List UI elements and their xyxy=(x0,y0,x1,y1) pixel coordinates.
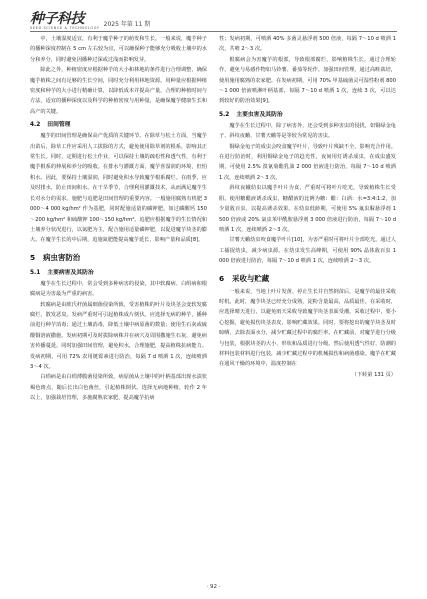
journal-logo xyxy=(30,12,100,31)
paragraph: 魔芋在生长过程中，除了病害外，还会受到多种害虫的侵扰，如铜绿金龟子、斜纹夜蛾、甘薯天蛾等是等较为常见的害虫。 xyxy=(219,122,396,140)
section-title: 田间管理 xyxy=(47,122,71,129)
paragraph: 白绢病是由白绢薄膜菌侵染所致，病原菌从土壤中的叶柄基部出现水渍状褐色斑点，随后长出白色菌丝，引起植株倒伏。选择无病地种植，轮作 2 年以上，加强栽培管理，多施腐熟农家肥，提高魔芋抗病 xyxy=(30,374,207,402)
section-heading-5 xyxy=(30,250,207,265)
section-number: 5.2 xyxy=(219,111,230,118)
paragraph: 魔芋的田间管理是确保高产优质的关键环节。在除草与松土方面，当魔芋出苗后，除草工作应采用人工拔除的方式，避免使用除草剂的根系，影响其正常生长。同时，定期进行松土作业，可以保持土壤的疏松性和透气性，有利于魔芋根系的伸展和养分的吸收。在排水与灌溉方面，魔芋喜湿润的环境，但怕积水。因此，要保持土壤湿润，同时避免积水导致魔芋根系腐烂。在雨季，应及时排水，防止田间积水。在干旱季节，合理利用灌溉技术，从而满足魔芋生长对水分的需求。施肥与追肥是田间管理的重要内容。一般施用腐熟有机肥 3 000～4 000 kg/hm² 作为基肥，同时配施适量的磷钾肥。如过磷酸钙 150～200 kg/hm² 和硫酸钾 100～150 kg/hm²。追肥应根据魔芋的生长情况和土壤养分状况进行，以氮肥为主，配合施用适量磷钾肥，以促进魔芋块茎的膨大。在魔芋生长的中后期，追施氮肥能提高魔芋延长，影响产量和品质[8]。 xyxy=(30,133,207,244)
section-number: 5.1 xyxy=(30,269,41,276)
paragraph: 性；发病初期，可喷洒 40% 多菌灵悬浮剂 500 倍液，每隔 7～10 d 喷洒 1 次，共喷 2～3 次。 xyxy=(219,36,396,53)
header-rule xyxy=(30,31,397,32)
continued-note: （下转第 131 页） xyxy=(351,371,396,378)
section-number: 6 xyxy=(219,273,225,283)
page-number: · 92 · xyxy=(206,584,221,590)
paragraph: 一般来说，当地上叶片发黄、停止生长并自然倒苗后，是魔芋的最佳采收时机。此时，魔芋块茎已经充分成熟，淀粉含量最高，品质最佳。在采收时，应选择晴天进行，以避免雨天采收导致魔芋块茎表面受潮。采收过程中，要小心挖掘，避免损伤块茎表皮，影响贮藏效果。同时，要将挖出的魔芋块茎及时晾晒，去除表面水分，减少贮藏过程中的腐烂率。在贮藏前，对魔芋进行分级与包装，根据块茎的大小、形状和品质进行分级。然后使用透气性好、防潮的材料包装材料进行包装，减少贮藏过程中的机械损伤和病菌感染。魔芋在贮藏在通风干燥的环境中，温度控制在 xyxy=(219,288,396,368)
paragraph: 斜纹夜蛾幼虫以魔芋叶片为食，严重时可将叶片吃光，导致植株生长受阻。使用糖醋液诱杀成虫，糖醋液的比例为糖：醋：白酒：水=3:4:1:2，加少量敌百虫，以提高诱杀效果。在幼虫低龄期，可使用 5% 氟虫脲悬浮剂 1 500 倍液或 20% 氯虫苯甲酰胺悬浮剂 3 000 倍液进行防治，每隔 7～10 d 喷洒 1 次，连续喷洒 2～3 次。 xyxy=(219,185,396,233)
section-heading-5-1 xyxy=(30,267,207,279)
issue-label: 2025 年第 11 期 xyxy=(103,21,151,28)
paragraph: 甘薯天蛾幼虫咬食魔芋叶片[10]，为害严重时可将叶片全部吃光。通过人工捕捉幼虫，减少病虫源。在幼虫发生高峰期，可使用 90% 晶体敌百虫 1 000 倍液进行防治，每隔 7～10 d 喷洒 1 次，连续喷洒 2～3 次。 xyxy=(219,237,396,265)
section-heading-6 xyxy=(219,271,396,286)
right-column xyxy=(219,34,396,380)
paragraph: 根腐病会为害魔芋的根部，导致根部腐烂，影响植株生长。通过合理轮作，避免与易感作物如马铃薯、番茄等轮作。加强田间管理，通过高畦栽培，使用施用腐熟的农家肥。在发病初期，可用 70% 甲基硫菌灵可湿性粉剂 800～1 000 倍液喷淋叶柄基部，每隔 7～10 d 喷洒 1 次，连续 3 次，可以达到较好的防治效果[9]。 xyxy=(219,56,396,105)
logo-subtitle: SEED SCIENCE & TECHNOLOGY xyxy=(30,25,100,30)
paragraph: 除此之外，种植密度应根据种芋的大小和林地的条件进行合理调整，确保魔芋植株之间有足够的生长空间，同时充分利用林地资源。用种量应根据种植密度和种芋的大小进行精确计算，以降低成本并提高产量，合理的种植时间与方法，适宜的播种深度以及科学的种植密度与用种量，是确保魔芋健康生长和高产的关键。 xyxy=(30,67,207,115)
page-header xyxy=(30,8,150,30)
section-heading-4-2 xyxy=(30,119,207,131)
section-number: 4.2 xyxy=(30,122,41,129)
section-number: 5 xyxy=(30,252,36,262)
paragraph: 中，土壤湿度适宜，有利于魔芋种子的萌发和生长。一般来说，魔芋种子的播种深度控制在 5 cm 左右较为宜，可以确保种子能够充分吸收土壤中的水分和养分，同时避免因播种过深或过浅而影响发芽。 xyxy=(30,36,207,63)
section-title: 病虫害防治 xyxy=(43,252,81,262)
paragraph: 软腐病是由欧氏杆菌属细菌侵染所致，受害植株的叶片及块茎会变软发腐腐烂，散发恶臭。发病严重时可引起植株成片倒伏。应选择无病的种芋，播种前进行种芋消毒；通过土壤消毒，降低土壤中病原菌的数量；使用生石灰或硫酸铜溶液撒施。发病初期可及时拔除病株并在病穴及周围撒施生石灰，避免病害传播蔓延。同时加强田间管理，避免积水，合理施肥，提高植株抗病能力。发病初期，可用 72% 农用链霉素进行防治，每隔 7 d 喷洒 1 次，连续喷洒 3～4 次。 xyxy=(30,301,207,370)
paragraph: 铜绿金龟子的成虫会咬食魔芋叶片，导致叶片残缺不全，影响光合作用。在进行防治时，利用铜绿金龟子的趋光性，夜间用灯诱杀成虫，在成虫盛发期，可使用 2.5% 溴氰菊酯乳油 2 000 倍液进行防治，每隔 7～10 d 喷洒 1 次，连续喷洒 2～3 次。 xyxy=(219,143,396,181)
section-heading-5-2 xyxy=(219,109,396,121)
paragraph: 魔芋在生长过程中，常会受到多种病害的侵染，其中软腐病、白绢病和根腐病是为害最为严重的病害。 xyxy=(30,280,207,298)
logo-text: 种子科技 xyxy=(30,10,84,27)
section-title: 主要虫害及其防治 xyxy=(236,111,283,118)
section-title: 主要病害及其防治 xyxy=(47,269,94,276)
section-title: 采收与贮藏 xyxy=(232,273,270,283)
left-column xyxy=(30,34,207,404)
